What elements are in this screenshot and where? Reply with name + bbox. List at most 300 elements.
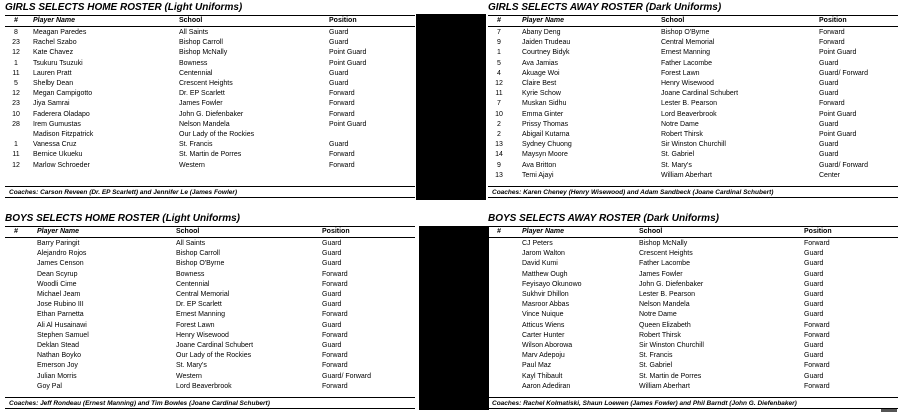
player-name: Abany Deng bbox=[522, 29, 561, 36]
player-name: Wilson Aborowa bbox=[522, 342, 573, 349]
table-header bbox=[5, 227, 415, 237]
school-name: All Saints bbox=[176, 240, 206, 247]
table-header bbox=[488, 227, 898, 237]
player-position: Forward bbox=[804, 321, 830, 329]
player-position: Forward bbox=[804, 382, 830, 390]
player-name: Julian Morris bbox=[37, 372, 77, 380]
column-header-player: Player Name bbox=[33, 17, 76, 24]
player-position: Forward bbox=[804, 331, 830, 339]
school-name: Bishop O'Byrne bbox=[176, 260, 225, 268]
player-name: Goy Pal bbox=[37, 382, 62, 390]
table-row bbox=[488, 351, 898, 361]
separator-block bbox=[419, 226, 489, 410]
table-row bbox=[5, 161, 415, 171]
table-row bbox=[488, 331, 898, 341]
header-rule bbox=[488, 237, 898, 238]
table-row bbox=[5, 130, 415, 140]
jersey-number: 1 bbox=[14, 59, 18, 67]
player-position: Guard bbox=[322, 260, 342, 268]
table-row bbox=[488, 130, 898, 140]
column-header-position: Position bbox=[329, 17, 357, 24]
player-name: Ava Jamias bbox=[522, 59, 559, 67]
coaches-line: Coaches: Karen Cheney (Henry Wisewood) and Adam Sandbeck (Joane Cardinal Schubert) bbox=[488, 186, 898, 198]
table-row bbox=[488, 171, 898, 181]
roster-title: BOYS SELECTS HOME ROSTER (Light Uniforms) bbox=[5, 213, 241, 224]
player-position: Guard bbox=[804, 291, 824, 298]
player-name: Megan Campigotto bbox=[33, 90, 93, 98]
player-position: Guard bbox=[804, 270, 824, 278]
player-name: Vanessa Cruz bbox=[33, 141, 77, 149]
school-name: Joane Cardinal Schubert bbox=[176, 342, 254, 349]
player-position: Guard bbox=[329, 29, 349, 36]
table-header bbox=[488, 16, 898, 26]
player-name: Jose Rubino III bbox=[37, 301, 84, 309]
player-name: Emerson Joy bbox=[37, 362, 78, 370]
table-row bbox=[488, 28, 898, 38]
jersey-number: 5 bbox=[14, 80, 18, 87]
table-row bbox=[488, 140, 898, 150]
jersey-number: 28 bbox=[12, 120, 20, 128]
jersey-number: 8 bbox=[14, 29, 18, 36]
school-name: Western bbox=[176, 372, 202, 380]
player-position: Guard bbox=[329, 141, 349, 149]
header-rule bbox=[5, 26, 415, 27]
roster-title: GIRLS SELECTS HOME ROSTER (Light Uniforms) bbox=[5, 2, 243, 13]
player-name: CJ Peters bbox=[522, 240, 553, 247]
school-name: Ernest Manning bbox=[176, 311, 226, 319]
player-position: Point Guard bbox=[819, 131, 857, 138]
coaches-line: Coaches: Carson Reveen (Dr. EP Scarlett) and Jennifer Le (James Fowler) bbox=[5, 186, 415, 198]
school-name: Sir Winston Churchill bbox=[639, 342, 704, 349]
player-position: Guard bbox=[804, 352, 824, 360]
jersey-number: 1 bbox=[497, 49, 501, 57]
table-row bbox=[5, 48, 415, 58]
player-position: Guard bbox=[819, 120, 839, 128]
player-position: Forward bbox=[322, 270, 348, 278]
school-name: Central Memorial bbox=[176, 291, 230, 298]
player-position: Guard bbox=[329, 39, 349, 47]
school-name: St. Mary's bbox=[176, 362, 207, 370]
player-name: Ali Al Husainawi bbox=[37, 321, 87, 329]
table-row bbox=[5, 59, 415, 69]
player-name: Irem Gumustas bbox=[33, 120, 81, 128]
jersey-number: 10 bbox=[12, 110, 20, 118]
school-name: Bishop Carroll bbox=[176, 250, 220, 258]
table-row bbox=[488, 99, 898, 109]
table-header bbox=[5, 16, 415, 26]
player-name: Woodli Cime bbox=[37, 280, 77, 288]
player-name: Jiya Samrai bbox=[33, 100, 70, 108]
jersey-number: 11 bbox=[12, 151, 20, 159]
school-name: Central Memorial bbox=[661, 39, 715, 47]
player-name: Bernice Ukueku bbox=[33, 151, 83, 159]
player-name: Shelby Dean bbox=[33, 80, 74, 87]
table-row bbox=[488, 280, 898, 290]
player-position: Guard bbox=[819, 141, 839, 149]
player-position: Guard bbox=[322, 301, 342, 309]
player-name: James Censon bbox=[37, 260, 84, 268]
player-position: Forward bbox=[322, 382, 348, 390]
player-name: Abigail Kutarna bbox=[522, 131, 570, 138]
player-position: Forward bbox=[322, 311, 348, 319]
player-position: Guard bbox=[804, 250, 824, 258]
column-header-position: Position bbox=[322, 228, 350, 235]
table-row bbox=[5, 290, 415, 300]
table-row bbox=[5, 372, 415, 382]
player-name: Madison Fitzpatrick bbox=[33, 131, 94, 138]
jersey-number: 7 bbox=[497, 100, 501, 108]
school-name: Robert Thirsk bbox=[639, 331, 681, 339]
table-row bbox=[488, 120, 898, 130]
school-name: John G. Diefenbaker bbox=[179, 110, 244, 118]
jersey-number: 12 bbox=[495, 80, 503, 87]
player-position: Guard bbox=[804, 280, 824, 288]
jersey-number: 5 bbox=[497, 59, 501, 67]
player-position: Forward bbox=[819, 39, 845, 47]
table-row bbox=[488, 321, 898, 331]
table-row bbox=[488, 150, 898, 160]
player-position: Guard bbox=[804, 342, 824, 349]
player-position: Forward bbox=[322, 362, 348, 370]
player-name: Deklan Stead bbox=[37, 342, 80, 349]
player-name: Jaiden Trudeau bbox=[522, 39, 571, 47]
player-name: Vince Nuique bbox=[522, 311, 564, 319]
column-header-position: Position bbox=[819, 17, 847, 24]
player-position: Guard bbox=[329, 80, 349, 87]
player-position: Guard bbox=[819, 80, 839, 87]
school-name: St. Martin de Porres bbox=[639, 372, 702, 380]
player-name: Ethan Parnetta bbox=[37, 311, 84, 319]
school-name: Henry Wisewood bbox=[661, 80, 714, 87]
player-name: Jarom Walton bbox=[522, 250, 565, 258]
school-name: Forest Lawn bbox=[661, 69, 700, 77]
player-position: Guard bbox=[819, 90, 839, 98]
table-row bbox=[488, 361, 898, 371]
school-name: Father Lacombe bbox=[639, 260, 690, 268]
school-name: Bowness bbox=[176, 270, 205, 278]
player-position: Guard bbox=[804, 260, 824, 268]
school-name: Western bbox=[179, 161, 205, 169]
school-name: Father Lacombe bbox=[661, 59, 712, 67]
player-position: Forward bbox=[819, 100, 845, 108]
player-position: Guard bbox=[819, 59, 839, 67]
school-name: Sir Winston Churchill bbox=[661, 141, 726, 149]
player-position: Guard bbox=[322, 321, 342, 329]
table-row bbox=[5, 89, 415, 99]
table-row bbox=[5, 270, 415, 280]
player-position: Point Guard bbox=[819, 49, 857, 57]
table-row bbox=[5, 249, 415, 259]
player-position: Point Guard bbox=[819, 110, 857, 118]
player-name: Michael Jeam bbox=[37, 291, 81, 298]
player-position: Guard bbox=[322, 291, 342, 298]
table-row bbox=[5, 69, 415, 79]
table-row bbox=[5, 79, 415, 89]
player-position: Point Guard bbox=[329, 49, 367, 57]
table-row bbox=[488, 290, 898, 300]
player-position: Guard bbox=[819, 151, 839, 159]
player-position: Guard bbox=[322, 240, 342, 247]
player-name: Claire Best bbox=[522, 80, 557, 87]
table-row bbox=[5, 150, 415, 160]
table-row bbox=[488, 110, 898, 120]
jersey-number: 10 bbox=[495, 110, 503, 118]
jersey-number: 11 bbox=[12, 69, 20, 77]
player-name: Lauren Pratt bbox=[33, 69, 72, 77]
player-position: Forward bbox=[329, 151, 355, 159]
school-name: Nelson Mandela bbox=[179, 120, 230, 128]
player-name: Muskan Sidhu bbox=[522, 100, 567, 108]
table-row bbox=[5, 120, 415, 130]
boys-away-roster bbox=[488, 213, 898, 411]
school-name: Our Lady of the Rockies bbox=[176, 352, 252, 360]
jersey-number: 13 bbox=[495, 171, 503, 179]
jersey-number: 12 bbox=[12, 161, 20, 169]
player-name: Emma Ginter bbox=[522, 110, 564, 118]
school-name: Bishop McNally bbox=[639, 240, 688, 247]
player-position: Guard bbox=[329, 69, 349, 77]
school-name: Bishop O'Byrne bbox=[661, 29, 710, 36]
table-row bbox=[488, 239, 898, 249]
player-position: Forward bbox=[322, 352, 348, 360]
player-position: Guard bbox=[804, 372, 824, 380]
school-name: Robert Thirsk bbox=[661, 131, 703, 138]
table-row bbox=[488, 69, 898, 79]
table-row bbox=[488, 48, 898, 58]
school-name: James Fowler bbox=[639, 270, 683, 278]
school-name: Bishop McNally bbox=[179, 49, 228, 57]
player-position: Point Guard bbox=[329, 59, 367, 67]
player-name: Matthew Ough bbox=[522, 270, 568, 278]
table-row bbox=[5, 38, 415, 48]
jersey-number: 12 bbox=[12, 49, 20, 57]
scrollbar-thumb[interactable] bbox=[881, 409, 897, 412]
table-row bbox=[488, 59, 898, 69]
player-name: Tsukuru Tsuzuki bbox=[33, 59, 83, 67]
player-name: Barry Paringit bbox=[37, 240, 80, 247]
column-header-school: School bbox=[179, 17, 203, 24]
table-row bbox=[488, 259, 898, 269]
school-name: John G. Diefenbaker bbox=[639, 280, 704, 288]
jersey-number: 2 bbox=[497, 120, 501, 128]
table-row bbox=[488, 341, 898, 351]
player-name: Temi Ajayi bbox=[522, 171, 554, 179]
jersey-number: 9 bbox=[497, 39, 501, 47]
school-name: Bowness bbox=[179, 59, 208, 67]
table-row bbox=[5, 351, 415, 361]
player-position: Guard bbox=[322, 250, 342, 258]
table-row bbox=[5, 361, 415, 371]
player-position: Forward bbox=[329, 100, 355, 108]
column-header-number: # bbox=[497, 17, 501, 24]
jersey-number: 9 bbox=[497, 161, 501, 169]
coaches-line: Coaches: Jeff Rondeau (Ernest Manning) and Tim Bowles (Joane Cardinal Schubert) bbox=[5, 397, 415, 409]
player-name: Sukhvir Dhillon bbox=[522, 291, 569, 298]
school-name: Lester B. Pearson bbox=[661, 100, 718, 108]
player-name: David Kumi bbox=[522, 260, 558, 268]
column-header-number: # bbox=[14, 17, 18, 24]
roster-title: BOYS SELECTS AWAY ROSTER (Dark Uniforms) bbox=[488, 213, 719, 224]
column-header-player: Player Name bbox=[37, 228, 80, 235]
player-name: Meagan Paredes bbox=[33, 29, 87, 36]
column-header-school: School bbox=[639, 228, 663, 235]
player-position: Forward bbox=[329, 161, 355, 169]
table-row bbox=[5, 382, 415, 392]
school-name: Crescent Heights bbox=[639, 250, 693, 258]
player-name: Aaron Adediran bbox=[522, 382, 571, 390]
table-row bbox=[488, 89, 898, 99]
player-name: Marv Adepoju bbox=[522, 352, 565, 360]
school-name: Dr. EP Scarlett bbox=[179, 90, 225, 98]
player-name: Alejandro Rojos bbox=[37, 250, 87, 258]
school-name: St. Gabriel bbox=[661, 151, 695, 159]
player-name: Prissy Thomas bbox=[522, 120, 569, 128]
table-row bbox=[5, 331, 415, 341]
jersey-number: 23 bbox=[12, 100, 20, 108]
girls-away-roster bbox=[488, 2, 898, 200]
column-header-number: # bbox=[497, 228, 501, 235]
table-row bbox=[5, 140, 415, 150]
player-name: Faderera Oladapo bbox=[33, 110, 90, 118]
player-name: Courtney Bidyk bbox=[522, 49, 570, 57]
school-name: Crescent Heights bbox=[179, 80, 233, 87]
player-position: Guard bbox=[804, 311, 824, 319]
player-name: Akuage Woi bbox=[522, 69, 560, 77]
column-header-position: Position bbox=[804, 228, 832, 235]
player-position: Point Guard bbox=[329, 120, 367, 128]
table-row bbox=[488, 310, 898, 320]
header-rule bbox=[5, 237, 415, 238]
school-name: Lester B. Pearson bbox=[639, 291, 696, 298]
school-name: William Aberhart bbox=[639, 382, 690, 390]
jersey-number: 2 bbox=[497, 131, 501, 138]
school-name: St. Mary's bbox=[661, 161, 692, 169]
table-row bbox=[488, 300, 898, 310]
player-name: Rachel Szabo bbox=[33, 39, 77, 47]
school-name: James Fowler bbox=[179, 100, 223, 108]
school-name: St. Martin de Porres bbox=[179, 151, 242, 159]
school-name: Joane Cardinal Schubert bbox=[661, 90, 739, 98]
player-name: Kate Chavez bbox=[33, 49, 74, 57]
header-rule bbox=[488, 26, 898, 27]
table-row bbox=[5, 280, 415, 290]
table-row bbox=[5, 259, 415, 269]
table-row bbox=[488, 372, 898, 382]
player-name: Carter Hunter bbox=[522, 331, 565, 339]
table-row bbox=[5, 321, 415, 331]
player-position: Forward bbox=[819, 29, 845, 36]
column-header-school: School bbox=[661, 17, 685, 24]
table-row bbox=[488, 38, 898, 48]
table-row bbox=[5, 110, 415, 120]
school-name: Lord Beaverbrook bbox=[176, 382, 232, 390]
school-name: Forest Lawn bbox=[176, 321, 215, 329]
column-header-school: School bbox=[176, 228, 200, 235]
player-name: Atticus Wiens bbox=[522, 321, 565, 329]
column-header-player: Player Name bbox=[522, 228, 565, 235]
player-name: Paul Maz bbox=[522, 362, 552, 370]
jersey-number: 1 bbox=[14, 141, 18, 149]
player-position: Guard bbox=[804, 301, 824, 309]
player-name: Maysyn Moore bbox=[522, 151, 568, 159]
table-row bbox=[488, 270, 898, 280]
table-row bbox=[488, 161, 898, 171]
school-name: Notre Dame bbox=[661, 120, 699, 128]
jersey-number: 23 bbox=[12, 39, 20, 47]
player-position: Guard/ Forward bbox=[322, 372, 372, 380]
school-name: Ernest Manning bbox=[661, 49, 711, 57]
player-position: Center bbox=[819, 171, 841, 179]
player-name: Masroor Abbas bbox=[522, 301, 570, 309]
column-header-number: # bbox=[14, 228, 18, 235]
player-position: Guard/ Forward bbox=[819, 69, 869, 77]
player-name: Kyrie Schow bbox=[522, 90, 561, 98]
boys-home-roster bbox=[5, 213, 415, 411]
jersey-number: 12 bbox=[12, 90, 20, 98]
table-row bbox=[488, 79, 898, 89]
school-name: Centennial bbox=[179, 69, 213, 77]
jersey-number: 13 bbox=[495, 141, 503, 149]
player-name: Sydney Chuong bbox=[522, 141, 572, 149]
school-name: William Aberhart bbox=[661, 171, 712, 179]
girls-home-roster bbox=[5, 2, 415, 200]
school-name: Bishop Carroll bbox=[179, 39, 223, 47]
coaches-line: Coaches: Rachel Kolmatiski, Shaun Loewen (James Fowler) and Phil Barndt (John G. Diefenbaker) bbox=[488, 397, 898, 409]
player-position: Forward bbox=[804, 240, 830, 247]
jersey-number: 14 bbox=[495, 151, 503, 159]
player-position: Forward bbox=[322, 280, 348, 288]
school-name: Henry Wisewood bbox=[176, 331, 229, 339]
player-name: Nathan Boyko bbox=[37, 352, 81, 360]
jersey-number: 7 bbox=[497, 29, 501, 36]
player-name: Kayl Thibault bbox=[522, 372, 563, 380]
player-name: Dean Scyrup bbox=[37, 270, 78, 278]
player-position: Guard bbox=[322, 342, 342, 349]
column-header-player: Player Name bbox=[522, 17, 565, 24]
table-row bbox=[488, 382, 898, 392]
player-position: Forward bbox=[322, 331, 348, 339]
player-name: Ava Britton bbox=[522, 161, 557, 169]
school-name: St. Francis bbox=[639, 352, 673, 360]
player-name: Marlow Schroeder bbox=[33, 161, 90, 169]
table-row bbox=[5, 28, 415, 38]
player-position: Forward bbox=[804, 362, 830, 370]
table-row bbox=[5, 300, 415, 310]
table-row bbox=[5, 310, 415, 320]
school-name: Queen Elizabeth bbox=[639, 321, 691, 329]
school-name: All Saints bbox=[179, 29, 209, 36]
table-row bbox=[5, 239, 415, 249]
school-name: Our Lady of the Rockies bbox=[179, 131, 255, 138]
school-name: Notre Dame bbox=[639, 311, 677, 319]
table-row bbox=[5, 99, 415, 109]
player-position: Guard/ Forward bbox=[819, 161, 869, 169]
player-name: Feyisayo Okunowo bbox=[522, 280, 582, 288]
school-name: Nelson Mandela bbox=[639, 301, 690, 309]
player-name: Stephen Samuel bbox=[37, 331, 89, 339]
jersey-number: 4 bbox=[497, 69, 501, 77]
table-row bbox=[488, 249, 898, 259]
school-name: St. Francis bbox=[179, 141, 213, 149]
table-row bbox=[5, 341, 415, 351]
separator-block bbox=[416, 14, 486, 200]
school-name: St. Gabriel bbox=[639, 362, 673, 370]
jersey-number: 11 bbox=[495, 90, 503, 98]
school-name: Lord Beaverbrook bbox=[661, 110, 717, 118]
roster-title: GIRLS SELECTS AWAY ROSTER (Dark Uniforms) bbox=[488, 2, 722, 13]
player-position: Forward bbox=[329, 90, 355, 98]
school-name: Dr. EP Scarlett bbox=[176, 301, 222, 309]
